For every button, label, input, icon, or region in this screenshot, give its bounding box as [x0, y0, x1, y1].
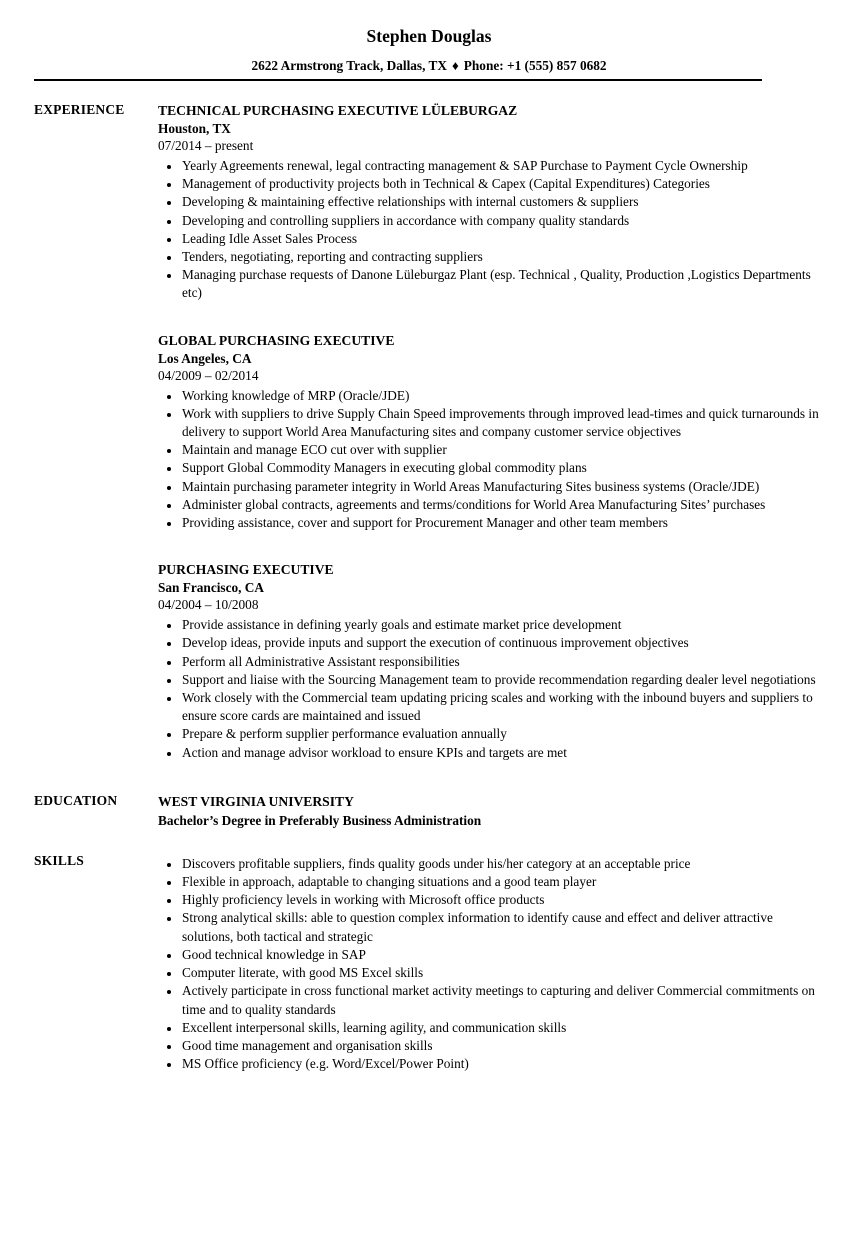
- person-name: Stephen Douglas: [366, 26, 492, 46]
- job-title: TECHNICAL PURCHASING EXECUTIVE LÜLEBURGAZ: [158, 103, 518, 118]
- bullet-item: • Yearly Agreements renewal, legal contracting management & SAP Purchase to Payment Cycle Ownership: [181, 157, 824, 175]
- bullet-item: • Management of productivity projects both in Technical & Capex (Capital Expenditures) Categories: [181, 175, 824, 193]
- bullet-item: • Managing purchase requests of Danone Lüleburgaz Plant (esp. Technical , Quality, Production ,Logistics Departments etc): [181, 266, 824, 302]
- bullet-item: • Developing & maintaining effective relationships with internal customers & suppliers: [181, 193, 824, 211]
- bullet-item: • Developing and controlling suppliers in accordance with company quality standards: [181, 212, 824, 230]
- job-location: San Francisco, CA: [158, 580, 265, 596]
- job-bullet-list: [158, 616, 824, 762]
- diamond-separator-icon: ♦: [451, 58, 459, 73]
- bullet-item: • Maintain purchasing parameter integrity in World Areas Manufacturing Sites business systems (Oracle/JDE): [181, 478, 824, 496]
- bullet-item: • Work with suppliers to drive Supply Chain Speed improvements through improved lead-times and quick turnarounds in delivery to support World Area Manufacturing sites and company customer service objectives: [181, 405, 824, 441]
- job-location: Los Angeles, CA: [158, 350, 252, 366]
- job-entry-2: [158, 331, 824, 533]
- bullet-item: • Leading Idle Asset Sales Process: [181, 230, 824, 248]
- job-location: Houston, TX: [158, 121, 231, 136]
- bullet-item: • Develop ideas, provide inputs and support the execution of continuous improvement objectives: [181, 634, 824, 652]
- bullet-item: • Maintain and manage ECO cut over with supplier: [181, 441, 824, 459]
- bullet-item: • Administer global contracts, agreements and terms/conditions for World Area Manufacturing Sites’ purchases: [181, 496, 824, 514]
- bullet-item: • Prepare & perform supplier performance evaluation annually: [181, 725, 824, 743]
- bullet-item: • Computer literate, with good MS Excel skills: [181, 964, 824, 982]
- skills-content: [158, 852, 824, 1073]
- education-school: WEST VIRGINIA UNIVERSITY: [158, 793, 354, 809]
- education-section: [34, 792, 824, 831]
- contact-line: [34, 58, 824, 74]
- job-title: GLOBAL PURCHASING EXECUTIVE: [158, 332, 395, 348]
- bullet-item: • Provide assistance in defining yearly goals and estimate market price development: [181, 616, 824, 634]
- education-degree: Bachelor’s Degree in Preferably Business Administration: [158, 812, 482, 828]
- skills-section: [34, 852, 824, 1073]
- job-entry-1: [158, 101, 824, 303]
- skills-label: SKILLS: [34, 852, 84, 868]
- skills-bullet-list: [158, 855, 824, 1073]
- job-dates: 07/2014 – present: [158, 138, 254, 153]
- bullet-item: • Discovers profitable suppliers, finds quality goods under his/her category at an acceptable price: [181, 855, 824, 873]
- bullet-item: • Action and manage advisor workload to ensure KPIs and targets are met: [181, 744, 824, 762]
- contact-address: 2622 Armstrong Track, Dallas, TX: [251, 58, 447, 73]
- bullet-item: • Work closely with the Commercial team updating pricing scales and working with the inbound buyers and suppliers to ensure score cards are maintained and issued: [181, 689, 824, 725]
- job-entry-3: [158, 560, 824, 762]
- bullet-item: • Excellent interpersonal skills, learning agility, and communication skills: [181, 1019, 824, 1037]
- education-content: [158, 792, 824, 831]
- education-label: EDUCATION: [34, 792, 118, 808]
- resume-header: [34, 26, 824, 81]
- job-bullet-list: [158, 157, 824, 303]
- job-title: PURCHASING EXECUTIVE: [158, 562, 334, 578]
- bullet-item: • Actively participate in cross functional market activity meetings to capturing and deliver Commercial commitments on time and to quality standards: [181, 982, 824, 1018]
- experience-section: [34, 101, 824, 762]
- bullet-item: • Support and liaise with the Sourcing Management team to provide recommendation regarding dealer level negotiations: [181, 671, 824, 689]
- bullet-item: • Strong analytical skills: able to question complex information to identify cause and effect and deliver attractive solutions, both tactical and strategic: [181, 909, 824, 945]
- contact-phone: Phone: +1 (555) 857 0682: [463, 58, 607, 73]
- experience-content: [158, 101, 824, 762]
- bullet-item: • Perform all Administrative Assistant responsibilities: [181, 653, 824, 671]
- job-bullet-list: [158, 387, 824, 533]
- bullet-item: • Good time management and organisation skills: [181, 1037, 824, 1055]
- bullet-item: • Flexible in approach, adaptable to changing situations and a good team player: [181, 873, 824, 891]
- bullet-item: • MS Office proficiency (e.g. Word/Excel/Power Point): [181, 1055, 824, 1073]
- bullet-item: • Providing assistance, cover and support for Procurement Manager and other team members: [181, 514, 824, 532]
- header-divider: [34, 79, 762, 81]
- bullet-item: • Good technical knowledge in SAP: [181, 946, 824, 964]
- bullet-item: • Support Global Commodity Managers in executing global commodity plans: [181, 459, 824, 477]
- experience-label: EXPERIENCE: [34, 102, 125, 117]
- job-dates: 04/2009 – 02/2014: [158, 367, 259, 383]
- job-dates: 04/2004 – 10/2008: [158, 597, 259, 613]
- bullet-item: • Working knowledge of MRP (Oracle/JDE): [181, 387, 824, 405]
- bullet-item: • Highly proficiency levels in working with Microsoft office products: [181, 891, 824, 909]
- bullet-item: • Tenders, negotiating, reporting and contracting suppliers: [181, 248, 824, 266]
